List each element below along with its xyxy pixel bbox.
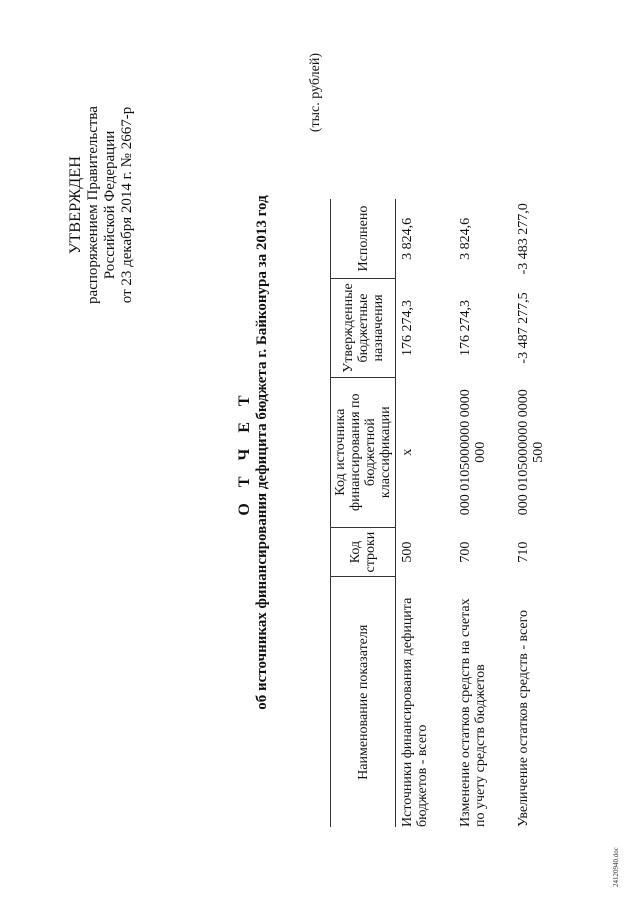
row-approved: 176 274,3 (400, 300, 415, 357)
row-line-code: 500 (400, 541, 415, 563)
unit-note: (тыс. рублей) (308, 53, 323, 133)
row-source-code: х (400, 448, 415, 456)
row-approved: -3 487 277,5 (516, 292, 531, 364)
footer-filename: 24120940.doc (612, 847, 620, 887)
row-source-code: 000 0105000000 0000 000 (458, 389, 488, 516)
header-line-code: Код строки (331, 527, 396, 577)
header-approved: Утвержденные бюджетные назначения (331, 279, 396, 377)
row-executed: -3 483 277,0 (516, 203, 531, 275)
approval-line-1: распоряжением Правительства (85, 106, 101, 304)
financing-sources-table (330, 199, 570, 827)
row-name: Источники финансирования дефицита бюджетов - всего (400, 597, 430, 827)
row-executed: 3 824,6 (400, 217, 415, 260)
header-executed: Исполнено (331, 199, 396, 279)
header-indicator-name: Наименование показателя (331, 577, 396, 827)
header-source-code: Код источника финансирования по бюджетной классификации (331, 377, 396, 527)
row-name: Увеличение остатков средств - всего (516, 609, 531, 827)
table-row (454, 199, 512, 827)
table-row (512, 199, 570, 827)
approval-stamp (67, 65, 136, 345)
row-executed: 3 824,6 (458, 217, 473, 260)
table-row (396, 199, 455, 827)
approval-heading: УТВЕРЖДЕН (67, 155, 84, 255)
row-name: Изменение остатков средств на счетах по учету средств бюджетов (458, 598, 488, 827)
row-line-code: 710 (516, 541, 531, 563)
table-header-row (331, 199, 396, 827)
approval-line-2: Российской Федерации (102, 130, 118, 280)
approval-line-3: от 23 декабря 2014 г. № 2667-р (119, 106, 135, 304)
report-title: О Т Ч Е Т (236, 389, 253, 516)
row-source-code: 000 0105000000 0000 500 (516, 389, 546, 516)
row-approved: 176 274,3 (458, 300, 473, 357)
report-subtitle: об источниках финансирования дефицита бюджета г. Байконура за 2013 год (254, 195, 270, 710)
row-line-code: 700 (458, 541, 473, 563)
